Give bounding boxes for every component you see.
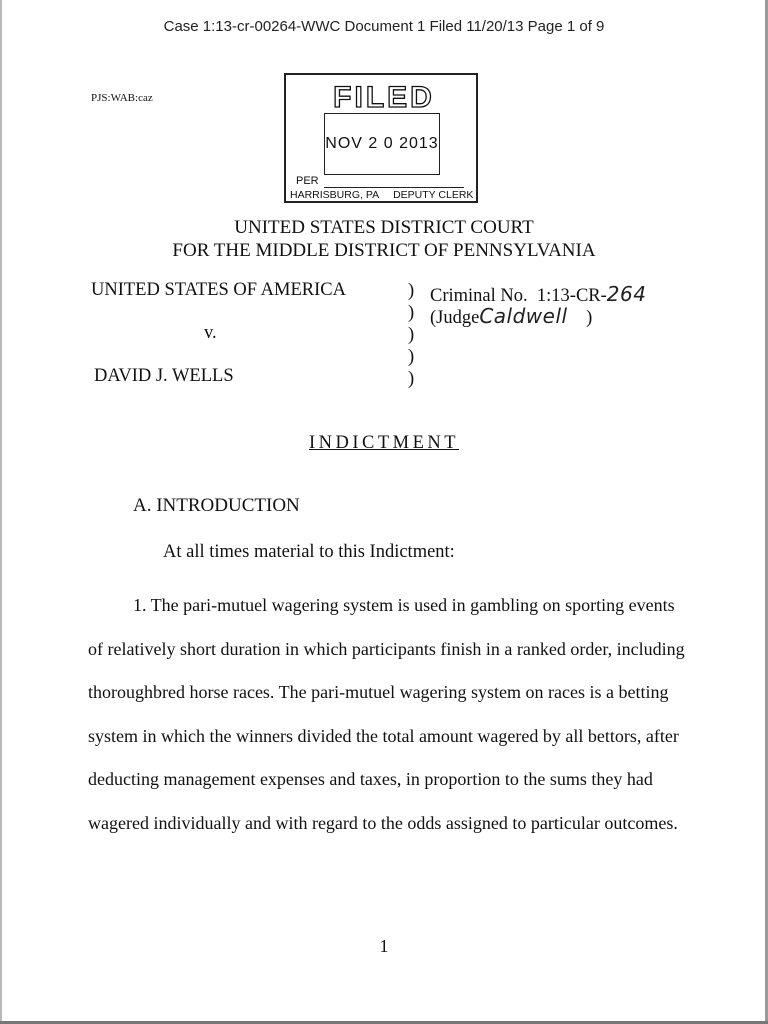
page-number: 1 xyxy=(379,936,389,956)
defendant-name: DAVID J. WELLS xyxy=(94,366,234,386)
judge-close-paren: ) xyxy=(586,308,593,328)
document-title: INDICTMENT xyxy=(308,433,460,453)
page-edge-left xyxy=(0,0,2,1024)
versus-label: v. xyxy=(204,323,217,343)
court-heading xyxy=(0,216,768,262)
court-district: FOR THE MIDDLE DISTRICT OF PENNSYLVANIA xyxy=(172,240,596,261)
stamp-signature-line xyxy=(324,187,464,188)
criminal-number-label: Criminal No. xyxy=(430,286,528,306)
judge-label: (Judge xyxy=(430,308,480,328)
paragraph-1 xyxy=(88,584,686,845)
section-heading: A. INTRODUCTION xyxy=(133,495,300,516)
stamp-date: NOV 2 0 2013 xyxy=(324,113,440,175)
judge-line xyxy=(430,304,592,329)
stamp-footer xyxy=(290,189,473,201)
caption-paren: ) xyxy=(408,347,415,367)
court-name: UNITED STATES DISTRICT COURT xyxy=(234,217,534,238)
caption-paren: ) xyxy=(408,281,415,301)
filed-stamp xyxy=(284,73,478,203)
criminal-number-handwritten: 264 xyxy=(606,282,647,306)
criminal-number-printed: 1:13-CR- xyxy=(536,286,607,306)
plaintiff-name: UNITED STATES OF AMERICA xyxy=(91,280,346,300)
judge-name-handwritten: Caldwell xyxy=(479,304,568,328)
stamp-per-label: PER xyxy=(296,175,319,187)
stamp-location: HARRISBURG, PA xyxy=(290,189,380,201)
caption-paren: ) xyxy=(408,325,415,345)
case-header: Case 1:13-cr-00264-WWC Document 1 Filed 11/20/13 Page 1 of 9 xyxy=(163,18,605,35)
intro-line: At all times material to this Indictment: xyxy=(163,542,455,562)
stamp-filed-label: FILED xyxy=(333,81,435,114)
caption-paren: ) xyxy=(408,369,415,389)
paragraph-1-text: 1. The pari-mutuel wagering system is used in gambling on sporting events of relatively short duration in which participants finish in a ranked order, including thoroughbred horse races. The pari-mutuel wagering system on races is a betting system in which the winners divided the total amount wagered by all bettors, after deducting management expenses and taxes, in proportion to the sums they had wagered individually and with regard to the odds assigned to particular outcomes. xyxy=(88,595,685,833)
attorney-initials: PJS:WAB:caz xyxy=(91,92,153,104)
stamp-clerk: DEPUTY CLERK xyxy=(393,189,474,201)
caption-paren: ) xyxy=(408,303,415,323)
